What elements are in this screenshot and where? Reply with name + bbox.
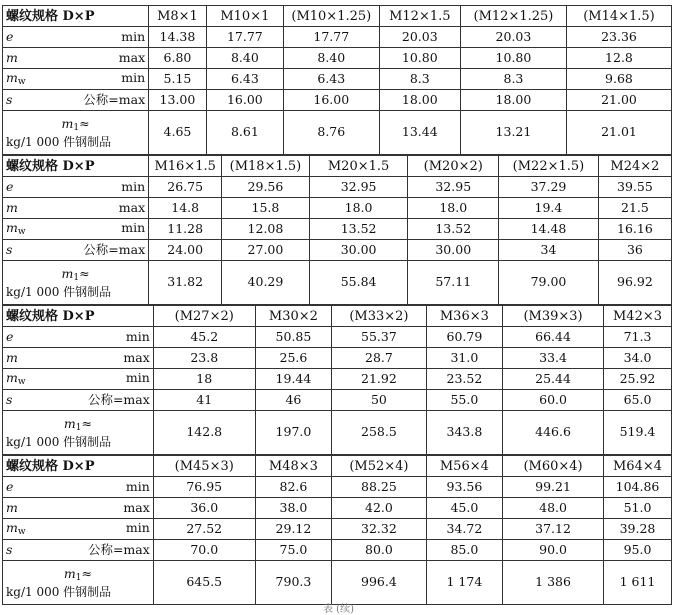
condition-min: min — [121, 69, 146, 85]
condition-min: min — [121, 219, 146, 235]
value-cell: 31.82 — [149, 261, 222, 305]
condition-max: max — [118, 199, 146, 215]
thread-size-cell: M42×3 — [604, 306, 672, 327]
value-cell: 8.61 — [206, 111, 283, 155]
value-cell: 29.12 — [255, 519, 331, 540]
value-cell: 25.44 — [503, 369, 604, 390]
value-cell: 60.0 — [503, 390, 604, 411]
symbol-m1 — [64, 566, 82, 581]
row-e-min-label — [3, 327, 154, 348]
thread-size-label: 螺纹规格 D×P — [3, 306, 154, 327]
thread-size-cell: M16×1.5 — [149, 156, 222, 177]
value-cell: 21.5 — [598, 198, 671, 219]
thread-size-cell: M8×1 — [149, 6, 207, 27]
value-cell: 19.4 — [499, 198, 599, 219]
value-cell: 13.00 — [149, 90, 207, 111]
value-cell: 34.0 — [604, 348, 672, 369]
mass-unit-label: kg/1 000 件钢制品 — [6, 134, 112, 149]
value-cell: 10.80 — [460, 48, 566, 69]
value-cell: 39.55 — [598, 177, 671, 198]
value-cell: 16.00 — [283, 90, 379, 111]
symbol-mw-subscript: w — [17, 526, 26, 537]
value-cell: 8.3 — [460, 69, 566, 90]
value-cell: 29.56 — [222, 177, 309, 198]
row-mass-per-1000 — [3, 111, 672, 155]
value-cell: 93.56 — [426, 477, 502, 498]
row-m-max-label — [3, 348, 154, 369]
value-cell: 21.01 — [566, 111, 671, 155]
thread-size-label: 螺纹规格 D×P — [3, 156, 149, 177]
thread-size-cell: (M39×3) — [503, 306, 604, 327]
condition-nominal-max: 公称=max — [83, 91, 146, 107]
value-cell: 82.6 — [255, 477, 331, 498]
condition-min: min — [125, 519, 150, 535]
value-cell: 27.52 — [153, 519, 255, 540]
thread-size-cell: M64×4 — [604, 456, 672, 477]
value-cell: 197.0 — [255, 411, 331, 455]
value-cell: 996.4 — [332, 561, 427, 605]
value-cell: 20.03 — [379, 27, 460, 48]
value-cell: 90.0 — [503, 540, 604, 561]
value-cell: 11.28 — [149, 219, 222, 240]
approx-sign: ≈ — [79, 115, 90, 131]
symbol-mw-base: m — [6, 69, 18, 85]
value-cell: 31.0 — [426, 348, 502, 369]
thread-size-cell: (M52×4) — [332, 456, 427, 477]
condition-max: max — [123, 499, 150, 515]
value-cell: 71.3 — [604, 327, 672, 348]
row-mass-per-1000-label — [3, 411, 154, 455]
dimension-table-block — [2, 305, 672, 455]
symbol-mw-subscript: w — [17, 376, 26, 387]
value-cell: 26.75 — [149, 177, 222, 198]
thread-size-cell: M36×3 — [426, 306, 502, 327]
value-cell: 85.0 — [426, 540, 502, 561]
condition-min: min — [125, 328, 150, 344]
row-mw-min-label — [3, 519, 154, 540]
value-cell: 6.80 — [149, 48, 207, 69]
row-e-min — [3, 177, 672, 198]
row-mass-per-1000-label — [3, 261, 149, 305]
value-cell: 37.29 — [499, 177, 599, 198]
symbol-m1-base: m — [63, 565, 76, 581]
row-s-max-label — [3, 240, 149, 261]
condition-max: max — [123, 349, 150, 365]
value-cell: 57.11 — [408, 261, 499, 305]
row-m-max — [3, 498, 672, 519]
value-cell: 34.72 — [426, 519, 502, 540]
value-cell: 12.8 — [566, 48, 671, 69]
approx-sign: ≈ — [81, 415, 92, 431]
row-e-min — [3, 27, 672, 48]
value-cell: 46 — [255, 390, 331, 411]
value-cell: 45.2 — [153, 327, 255, 348]
value-cell: 32.32 — [332, 519, 427, 540]
row-mass-per-1000-label — [3, 111, 149, 155]
value-cell: 17.77 — [283, 27, 379, 48]
value-cell: 17.77 — [206, 27, 283, 48]
symbol-m: m — [6, 49, 18, 65]
thread-size-cell: M48×3 — [255, 456, 331, 477]
value-cell: 95.0 — [604, 540, 672, 561]
value-cell: 21.00 — [566, 90, 671, 111]
value-cell: 14.38 — [149, 27, 207, 48]
row-mw-min — [3, 219, 672, 240]
value-cell: 645.5 — [153, 561, 255, 605]
value-cell: 19.44 — [255, 369, 331, 390]
mass-symbol-line — [6, 115, 145, 133]
row-mw-min — [3, 69, 672, 90]
value-cell: 8.3 — [379, 69, 460, 90]
value-cell: 18.00 — [379, 90, 460, 111]
value-cell: 32.95 — [309, 177, 408, 198]
value-cell: 104.86 — [604, 477, 672, 498]
value-cell: 28.7 — [332, 348, 427, 369]
thread-size-cell: (M45×3) — [153, 456, 255, 477]
row-mw-min — [3, 519, 672, 540]
value-cell: 80.0 — [332, 540, 427, 561]
value-cell: 25.92 — [604, 369, 672, 390]
symbol-m1-subscript: 1 — [73, 122, 80, 133]
value-cell: 51.0 — [604, 498, 672, 519]
value-cell: 20.03 — [460, 27, 566, 48]
value-cell: 8.76 — [283, 111, 379, 155]
value-cell: 50.85 — [255, 327, 331, 348]
condition-nominal-max: 公称=max — [83, 241, 146, 257]
thread-size-cell: (M10×1.25) — [283, 6, 379, 27]
row-m-max-label — [3, 498, 154, 519]
symbol-m: m — [6, 199, 18, 215]
value-cell: 45.0 — [426, 498, 502, 519]
mass-symbol-line — [6, 265, 145, 283]
value-cell: 15.8 — [222, 198, 309, 219]
mass-symbol-line — [6, 415, 150, 433]
value-cell: 16.16 — [598, 219, 671, 240]
symbol-s: s — [6, 91, 13, 107]
value-cell: 258.5 — [332, 411, 427, 455]
symbol-m1 — [62, 266, 80, 281]
value-cell: 21.92 — [332, 369, 427, 390]
condition-min: min — [121, 178, 146, 194]
symbol-s: s — [6, 541, 13, 557]
approx-sign: ≈ — [81, 565, 92, 581]
row-e-min — [3, 327, 672, 348]
value-cell: 9.68 — [566, 69, 671, 90]
row-m-max — [3, 348, 672, 369]
thread-size-cell: M56×4 — [426, 456, 502, 477]
value-cell: 24.00 — [149, 240, 222, 261]
row-mw-min-label — [3, 69, 149, 90]
symbol-m: m — [6, 499, 18, 515]
value-cell: 10.80 — [379, 48, 460, 69]
symbol-mw — [6, 369, 30, 387]
symbol-e: e — [6, 178, 14, 194]
value-cell: 38.0 — [255, 498, 331, 519]
value-cell: 76.95 — [153, 477, 255, 498]
thread-size-label: 螺纹规格 D×P — [3, 6, 149, 27]
row-e-min-label — [3, 477, 154, 498]
thread-size-cell: (M22×1.5) — [499, 156, 599, 177]
row-s-max — [3, 540, 672, 561]
row-s-max-label — [3, 390, 154, 411]
value-cell: 30.00 — [309, 240, 408, 261]
value-cell: 33.4 — [503, 348, 604, 369]
symbol-m: m — [6, 349, 18, 365]
thread-size-header-row — [3, 156, 672, 177]
value-cell: 16.00 — [206, 90, 283, 111]
row-e-min-label — [3, 27, 149, 48]
value-cell: 36.0 — [153, 498, 255, 519]
value-cell: 66.44 — [503, 327, 604, 348]
row-m-max-label — [3, 48, 149, 69]
symbol-e: e — [6, 328, 14, 344]
thread-size-header-row — [3, 456, 672, 477]
value-cell: 55.84 — [309, 261, 408, 305]
symbol-m1-subscript: 1 — [75, 422, 82, 433]
dimension-table-block — [2, 5, 672, 155]
thread-size-cell: (M14×1.5) — [566, 6, 671, 27]
thread-size-label: 螺纹规格 D×P — [3, 456, 154, 477]
row-s-max-label — [3, 90, 149, 111]
symbol-mw-subscript: w — [17, 76, 26, 87]
thread-size-cell: (M33×2) — [332, 306, 427, 327]
symbol-m1-subscript: 1 — [75, 572, 82, 583]
value-cell: 30.00 — [408, 240, 499, 261]
symbol-m1-base: m — [61, 115, 74, 131]
value-cell: 34 — [499, 240, 599, 261]
row-mass-per-1000 — [3, 261, 672, 305]
value-cell: 446.6 — [503, 411, 604, 455]
row-s-max — [3, 240, 672, 261]
symbol-m1-base: m — [63, 415, 76, 431]
value-cell: 55.0 — [426, 390, 502, 411]
condition-max: max — [118, 49, 146, 65]
thread-size-cell: (M27×2) — [153, 306, 255, 327]
row-mw-min — [3, 369, 672, 390]
symbol-m1-base: m — [61, 265, 74, 281]
value-cell: 4.65 — [149, 111, 207, 155]
value-cell: 55.37 — [332, 327, 427, 348]
row-mw-min-label — [3, 219, 149, 240]
thread-size-cell: (M20×2) — [408, 156, 499, 177]
value-cell: 88.25 — [332, 477, 427, 498]
mass-symbol-line — [6, 565, 150, 583]
symbol-m1 — [64, 416, 82, 431]
value-cell: 96.92 — [598, 261, 671, 305]
value-cell: 48.0 — [503, 498, 604, 519]
symbol-mw-subscript: w — [17, 226, 26, 237]
value-cell: 23.52 — [426, 369, 502, 390]
row-s-max — [3, 90, 672, 111]
value-cell: 1 611 — [604, 561, 672, 605]
thread-size-cell: M20×1.5 — [309, 156, 408, 177]
value-cell: 13.21 — [460, 111, 566, 155]
value-cell: 36 — [598, 240, 671, 261]
row-m-max — [3, 198, 672, 219]
thread-size-cell: M10×1 — [206, 6, 283, 27]
thread-size-cell: (M60×4) — [503, 456, 604, 477]
value-cell: 42.0 — [332, 498, 427, 519]
value-cell: 8.40 — [283, 48, 379, 69]
value-cell: 18.00 — [460, 90, 566, 111]
row-s-max — [3, 390, 672, 411]
value-cell: 50 — [332, 390, 427, 411]
value-cell: 60.79 — [426, 327, 502, 348]
row-e-min — [3, 477, 672, 498]
symbol-s: s — [6, 391, 13, 407]
value-cell: 6.43 — [283, 69, 379, 90]
thread-size-header-row — [3, 6, 672, 27]
value-cell: 12.08 — [222, 219, 309, 240]
value-cell: 40.29 — [222, 261, 309, 305]
value-cell: 25.6 — [255, 348, 331, 369]
symbol-e: e — [6, 478, 14, 494]
mass-unit-label: kg/1 000 件钢制品 — [6, 434, 112, 449]
row-mw-min-label — [3, 369, 154, 390]
symbol-s: s — [6, 241, 13, 257]
row-m-max — [3, 48, 672, 69]
value-cell: 18.0 — [309, 198, 408, 219]
row-s-max-label — [3, 540, 154, 561]
value-cell: 519.4 — [604, 411, 672, 455]
symbol-e: e — [6, 28, 14, 44]
mass-unit-label: kg/1 000 件钢制品 — [6, 584, 112, 599]
value-cell: 75.0 — [255, 540, 331, 561]
symbol-mw-base: m — [6, 219, 18, 235]
value-cell: 27.00 — [222, 240, 309, 261]
symbol-mw-base: m — [6, 519, 18, 535]
value-cell: 14.8 — [149, 198, 222, 219]
thread-size-cell: M12×1.5 — [379, 6, 460, 27]
value-cell: 37.12 — [503, 519, 604, 540]
row-m-max-label — [3, 198, 149, 219]
symbol-m1-subscript: 1 — [73, 272, 80, 283]
table-caption: 表 (续) — [323, 604, 354, 615]
row-mass-per-1000-label — [3, 561, 154, 605]
value-cell: 23.36 — [566, 27, 671, 48]
value-cell: 18 — [153, 369, 255, 390]
condition-min: min — [125, 478, 150, 494]
value-cell: 14.48 — [499, 219, 599, 240]
value-cell: 79.00 — [499, 261, 599, 305]
value-cell: 790.3 — [255, 561, 331, 605]
row-mass-per-1000 — [3, 411, 672, 455]
symbol-mw-base: m — [6, 369, 18, 385]
row-e-min-label — [3, 177, 149, 198]
value-cell: 142.8 — [153, 411, 255, 455]
approx-sign: ≈ — [79, 265, 90, 281]
value-cell: 65.0 — [604, 390, 672, 411]
value-cell: 13.52 — [309, 219, 408, 240]
symbol-mw — [6, 219, 30, 237]
value-cell: 18.0 — [408, 198, 499, 219]
value-cell: 13.44 — [379, 111, 460, 155]
condition-nominal-max: 公称=max — [87, 541, 150, 557]
thread-size-cell: (M12×1.25) — [460, 6, 566, 27]
thread-size-cell: (M18×1.5) — [222, 156, 309, 177]
value-cell: 1 386 — [503, 561, 604, 605]
thread-size-header-row — [3, 306, 672, 327]
value-cell: 8.40 — [206, 48, 283, 69]
condition-min: min — [121, 28, 146, 44]
value-cell: 5.15 — [149, 69, 207, 90]
value-cell: 41 — [153, 390, 255, 411]
value-cell: 39.28 — [604, 519, 672, 540]
value-cell: 99.21 — [503, 477, 604, 498]
mass-unit-label: kg/1 000 件钢制品 — [6, 284, 112, 299]
symbol-m1 — [62, 116, 80, 131]
thread-size-cell: M24×2 — [598, 156, 671, 177]
symbol-mw — [6, 69, 30, 87]
thread-size-cell: M30×2 — [255, 306, 331, 327]
value-cell: 13.52 — [408, 219, 499, 240]
value-cell: 32.95 — [408, 177, 499, 198]
dimension-table-block — [2, 455, 672, 605]
value-cell: 1 174 — [426, 561, 502, 605]
symbol-mw — [6, 519, 30, 537]
condition-nominal-max: 公称=max — [87, 391, 150, 407]
value-cell: 70.0 — [153, 540, 255, 561]
value-cell: 343.8 — [426, 411, 502, 455]
row-mass-per-1000 — [3, 561, 672, 605]
condition-min: min — [125, 369, 150, 385]
dimension-table-block — [2, 155, 672, 305]
value-cell: 6.43 — [206, 69, 283, 90]
value-cell: 23.8 — [153, 348, 255, 369]
